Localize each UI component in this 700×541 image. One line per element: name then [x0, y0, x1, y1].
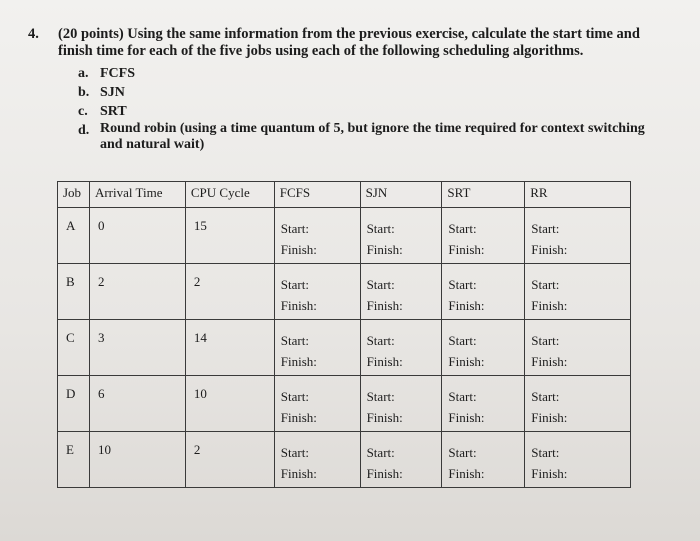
option-item: [78, 121, 668, 153]
finish-label: Finish:: [366, 298, 403, 313]
finish-label: Finish:: [448, 298, 485, 313]
option-item: [78, 102, 668, 121]
table-header-row: [58, 182, 631, 208]
job-cell: [58, 264, 90, 320]
start-label: Start:: [448, 221, 477, 236]
fcfs-cell: [274, 320, 360, 376]
arrival-time-cell-text: 6: [97, 386, 105, 401]
finish-label: Finish:: [448, 410, 485, 425]
start-label: Start:: [366, 389, 395, 404]
job-cell-text: E: [66, 442, 74, 457]
table-row: [58, 208, 631, 264]
option-letter: b.: [78, 85, 90, 100]
arrival-time-cell: [89, 432, 185, 488]
finish-label: Finish:: [280, 242, 317, 257]
table-row: [58, 376, 631, 432]
option-text: SRT: [100, 104, 127, 119]
rr-start-finish: [525, 208, 630, 260]
algorithm-options: [78, 64, 668, 153]
sjn-start-finish: [361, 264, 442, 316]
finish-label: Finish:: [366, 466, 403, 481]
finish-label: Finish:: [531, 410, 568, 425]
start-label: Start:: [280, 445, 309, 460]
job-cell: [58, 376, 90, 432]
sjn-cell: [360, 264, 442, 320]
start-label: Start:: [448, 333, 477, 348]
rr-cell: [525, 320, 631, 376]
arrival-time-cell: [89, 320, 185, 376]
fcfs-start-finish: [275, 432, 360, 484]
fcfs-cell: [274, 432, 360, 488]
rr-cell: [525, 208, 631, 264]
option-text: Round robin (using a time quantum of 5, but ignore the time required for context switching and natural wait): [100, 121, 645, 152]
arrival-time-cell-text: 0: [97, 218, 105, 233]
header-arrival-time: Arrival Time: [89, 182, 185, 208]
sjn-cell: [360, 208, 442, 264]
rr-cell: [525, 376, 631, 432]
option-letter: a.: [78, 66, 89, 81]
rr-start-finish: [525, 264, 630, 316]
option-text: SJN: [100, 85, 125, 100]
option-text: FCFS: [100, 66, 135, 81]
finish-label: Finish:: [366, 242, 403, 257]
finish-label: Finish:: [280, 466, 317, 481]
start-label: Start:: [531, 389, 560, 404]
fcfs-start-finish: [275, 376, 360, 428]
fcfs-start-finish: [275, 264, 360, 316]
rr-cell: [525, 264, 631, 320]
cpu-cycle-cell-text: 2: [193, 274, 201, 289]
finish-label: Finish:: [448, 354, 485, 369]
sjn-start-finish: [361, 376, 442, 428]
table-row: [58, 264, 631, 320]
start-label: Start:: [366, 277, 395, 292]
fcfs-cell: [274, 208, 360, 264]
job-cell: [58, 432, 90, 488]
job-cell-text: B: [66, 274, 75, 289]
rr-cell: [525, 432, 631, 488]
scheduling-table: [57, 181, 631, 488]
job-cell-text: D: [66, 386, 76, 401]
question-text: (20 points) Using the same information from the previous exercise, calculate the start time and finish time for each of the five jobs using each of the following scheduling algorithms.: [58, 26, 640, 59]
srt-cell: [442, 320, 525, 376]
option-item: [78, 83, 668, 102]
finish-label: Finish:: [280, 410, 317, 425]
header-sjn: SJN: [360, 182, 442, 208]
start-label: Start:: [531, 333, 560, 348]
header-fcfs: FCFS: [274, 182, 360, 208]
start-label: Start:: [366, 221, 395, 236]
cpu-cycle-cell: [185, 264, 274, 320]
sjn-start-finish: [361, 432, 442, 484]
sjn-cell: [360, 320, 442, 376]
srt-start-finish: [442, 432, 524, 484]
arrival-time-cell-text: 10: [97, 442, 111, 457]
header-cpu-cycle: CPU Cycle: [185, 182, 274, 208]
srt-start-finish: [442, 264, 524, 316]
arrival-time-cell: [89, 376, 185, 432]
finish-label: Finish:: [280, 354, 317, 369]
srt-start-finish: [442, 208, 524, 260]
cpu-cycle-cell: [185, 320, 274, 376]
start-label: Start:: [280, 277, 309, 292]
start-label: Start:: [448, 389, 477, 404]
job-cell-text: A: [66, 218, 76, 233]
cpu-cycle-cell: [185, 432, 274, 488]
finish-label: Finish:: [366, 354, 403, 369]
finish-label: Finish:: [531, 354, 568, 369]
job-cell-text: C: [66, 330, 75, 345]
cpu-cycle-cell: [185, 376, 274, 432]
sjn-cell: [360, 432, 442, 488]
start-label: Start:: [280, 221, 309, 236]
header-rr: RR: [525, 182, 631, 208]
srt-start-finish: [442, 320, 524, 372]
rr-start-finish: [525, 376, 630, 428]
cpu-cycle-cell-text: 15: [193, 218, 207, 233]
cpu-cycle-cell: [185, 208, 274, 264]
option-letter: d.: [78, 123, 90, 138]
sjn-start-finish: [361, 320, 442, 372]
start-label: Start:: [280, 333, 309, 348]
start-label: Start:: [531, 277, 560, 292]
start-label: Start:: [448, 445, 477, 460]
cpu-cycle-cell-text: 10: [193, 386, 207, 401]
fcfs-cell: [274, 264, 360, 320]
start-label: Start:: [366, 445, 395, 460]
table-row: [58, 320, 631, 376]
question-number: 4.: [28, 26, 39, 42]
job-cell: [58, 208, 90, 264]
finish-label: Finish:: [531, 242, 568, 257]
arrival-time-cell-text: 3: [97, 330, 105, 345]
fcfs-start-finish: [275, 320, 360, 372]
rr-start-finish: [525, 432, 630, 484]
finish-label: Finish:: [448, 466, 485, 481]
finish-label: Finish:: [366, 410, 403, 425]
option-letter: c.: [78, 104, 88, 119]
finish-label: Finish:: [280, 298, 317, 313]
start-label: Start:: [531, 221, 560, 236]
finish-label: Finish:: [531, 298, 568, 313]
job-cell: [58, 320, 90, 376]
arrival-time-cell-text: 2: [97, 274, 105, 289]
sjn-start-finish: [361, 208, 442, 260]
rr-start-finish: [525, 320, 630, 372]
cpu-cycle-cell-text: 14: [193, 330, 207, 345]
start-label: Start:: [366, 333, 395, 348]
srt-cell: [442, 376, 525, 432]
sjn-cell: [360, 376, 442, 432]
finish-label: Finish:: [531, 466, 568, 481]
start-label: Start:: [280, 389, 309, 404]
fcfs-start-finish: [275, 208, 360, 260]
header-job: Job: [58, 182, 90, 208]
srt-cell: [442, 264, 525, 320]
option-item: [78, 64, 668, 83]
srt-start-finish: [442, 376, 524, 428]
table-row: [58, 432, 631, 488]
finish-label: Finish:: [448, 242, 485, 257]
fcfs-cell: [274, 376, 360, 432]
start-label: Start:: [531, 445, 560, 460]
srt-cell: [442, 208, 525, 264]
start-label: Start:: [448, 277, 477, 292]
arrival-time-cell: [89, 208, 185, 264]
header-srt: SRT: [442, 182, 525, 208]
srt-cell: [442, 432, 525, 488]
arrival-time-cell: [89, 264, 185, 320]
cpu-cycle-cell-text: 2: [193, 442, 201, 457]
